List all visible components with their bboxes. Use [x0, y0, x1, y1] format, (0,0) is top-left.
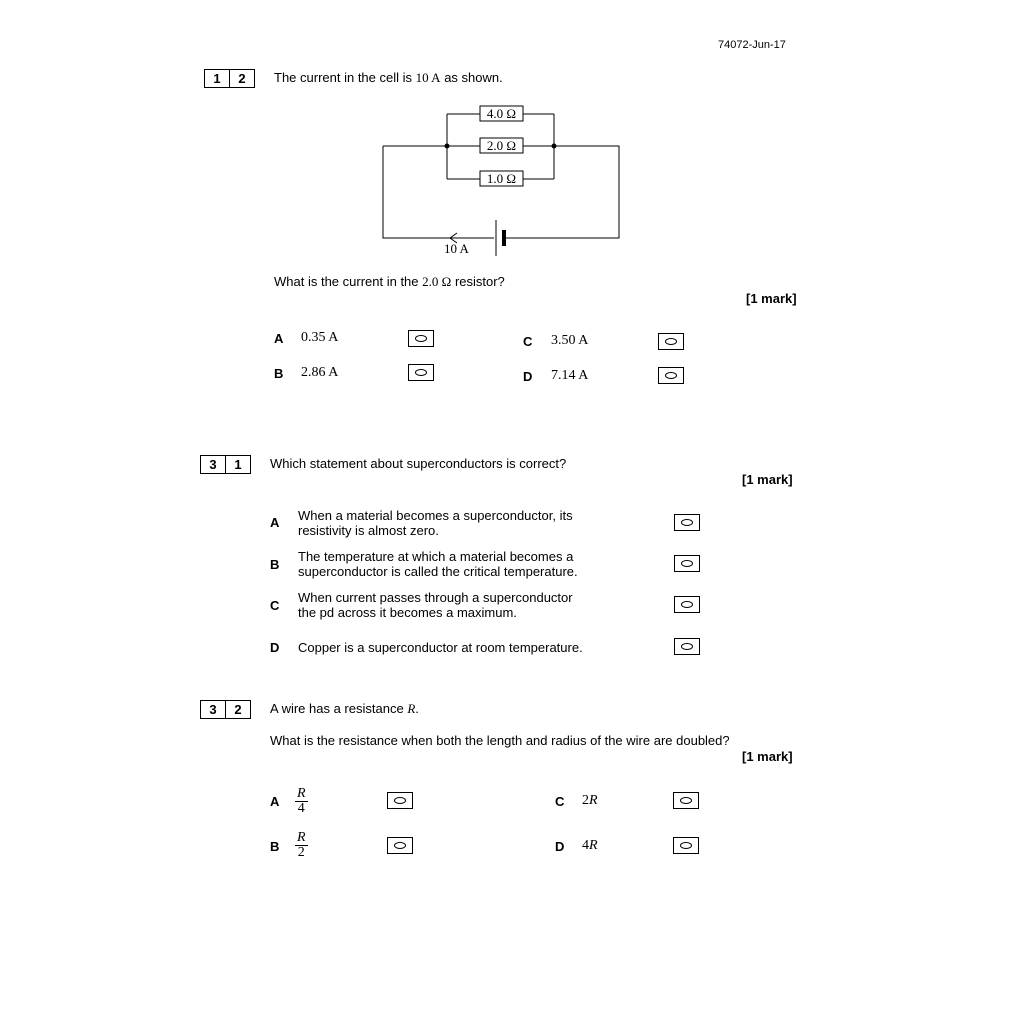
question-number-digit: 2	[225, 701, 250, 718]
fraction-numerator: R	[297, 786, 306, 801]
fraction-numerator: R	[297, 830, 306, 845]
answer-checkbox[interactable]	[387, 837, 413, 854]
question-stem	[270, 701, 419, 717]
option-statement	[298, 640, 583, 655]
answer-oval-icon	[415, 335, 427, 342]
answer-oval-icon	[681, 519, 693, 526]
answer-checkbox[interactable]	[674, 638, 700, 655]
option-statement	[298, 508, 573, 538]
question-number-box	[200, 455, 251, 474]
stem-text: .	[415, 701, 419, 716]
option-letter: D	[555, 839, 565, 854]
statement-line: When a material becomes a superconductor, its	[298, 508, 573, 523]
answer-oval-icon	[394, 842, 406, 849]
prompt-text: resistor?	[454, 274, 505, 289]
answer-oval-icon	[680, 797, 692, 804]
circuit-diagram	[370, 100, 630, 265]
answer-oval-icon	[681, 560, 693, 567]
statement-line: Copper is a superconductor at room temperature.	[298, 640, 583, 655]
stem-variable: R	[407, 701, 416, 716]
mark-allocation: [1 mark]	[746, 291, 797, 306]
junction-dot	[552, 144, 557, 149]
answer-checkbox[interactable]	[658, 333, 684, 350]
option-statement	[298, 549, 578, 579]
answer-oval-icon	[681, 601, 693, 608]
question-number-box	[204, 69, 255, 88]
stem-value: 10 A	[415, 70, 441, 85]
option-text: 3.50 A	[551, 333, 589, 348]
circuit-wire	[383, 146, 619, 238]
statement-line: the pd across it becomes a maximum.	[298, 605, 517, 620]
answer-checkbox[interactable]	[387, 792, 413, 809]
option-text: 2.86 A	[301, 365, 339, 380]
answer-oval-icon	[394, 797, 406, 804]
option-letter: A	[270, 794, 280, 809]
option-letter: C	[555, 794, 565, 809]
answer-checkbox[interactable]	[674, 596, 700, 613]
mark-allocation: [1 mark]	[742, 472, 793, 487]
answer-oval-icon	[665, 372, 677, 379]
answer-oval-icon	[681, 643, 693, 650]
answer-checkbox[interactable]	[673, 792, 699, 809]
question-prompt: What is the resistance when both the length and radius of the wire are doubled?	[270, 733, 730, 748]
resistor-label: 2.0 Ω	[486, 138, 517, 153]
expression-variable: R	[589, 793, 598, 808]
option-letter: B	[270, 839, 280, 854]
option-fraction	[295, 787, 308, 816]
stem-text: as shown.	[444, 70, 503, 85]
option-letter: C	[270, 598, 280, 613]
answer-oval-icon	[680, 842, 692, 849]
question-stem	[274, 70, 503, 86]
fraction-denominator: 4	[297, 801, 305, 816]
answer-checkbox[interactable]	[674, 555, 700, 572]
question-number-digit: 1	[213, 71, 221, 86]
answer-oval-icon	[665, 338, 677, 345]
expression-coefficient: 4	[582, 838, 589, 853]
statement-line: The temperature at which a material becomes a	[298, 549, 574, 564]
resistor-label: 4.0 Ω	[486, 106, 517, 121]
option-letter: B	[270, 557, 280, 572]
question-number-box	[200, 700, 251, 719]
option-expression	[582, 793, 598, 809]
question-number-digit: 1	[225, 456, 250, 473]
cell-short-plate	[502, 230, 506, 246]
question-number-digit: 3	[209, 457, 217, 472]
option-letter: A	[274, 331, 284, 346]
stem-text: The current in the cell is	[274, 70, 413, 85]
answer-oval-icon	[415, 369, 427, 376]
answer-checkbox[interactable]	[658, 367, 684, 384]
question-prompt	[274, 274, 505, 290]
junction-dot	[445, 144, 450, 149]
question-stem: Which statement about superconductors is correct?	[270, 456, 567, 471]
mark-allocation: [1 mark]	[742, 749, 793, 764]
expression-coefficient: 2	[582, 793, 589, 808]
fraction-denominator: 2	[297, 845, 305, 860]
prompt-text: What is the current in the	[274, 274, 419, 289]
statement-line: resistivity is almost zero.	[298, 523, 439, 538]
answer-checkbox[interactable]	[408, 330, 434, 347]
option-text: 0.35 A	[301, 330, 339, 345]
answer-checkbox[interactable]	[673, 837, 699, 854]
expression-variable: R	[589, 838, 598, 853]
option-letter: A	[270, 515, 280, 530]
answer-checkbox[interactable]	[674, 514, 700, 531]
option-statement	[298, 590, 573, 620]
document-reference: 74072-Jun-17	[718, 39, 786, 51]
answer-checkbox[interactable]	[408, 364, 434, 381]
option-letter: D	[270, 640, 280, 655]
resistor-label: 1.0 Ω	[486, 171, 517, 186]
question-number-digit: 3	[209, 702, 217, 717]
prompt-value: 2.0 Ω	[422, 274, 452, 289]
stem-text: A wire has a resistance	[270, 701, 404, 716]
option-letter: B	[274, 366, 284, 381]
current-label: 10 A	[444, 241, 469, 256]
statement-line: superconductor is called the critical temperature.	[298, 564, 578, 579]
option-expression	[582, 838, 598, 854]
statement-line: When current passes through a superconductor	[298, 590, 573, 605]
question-number-digit: 2	[229, 70, 254, 87]
option-letter: C	[523, 334, 533, 349]
option-letter: D	[523, 369, 533, 384]
option-fraction	[295, 831, 308, 860]
option-text: 7.14 A	[551, 368, 589, 383]
